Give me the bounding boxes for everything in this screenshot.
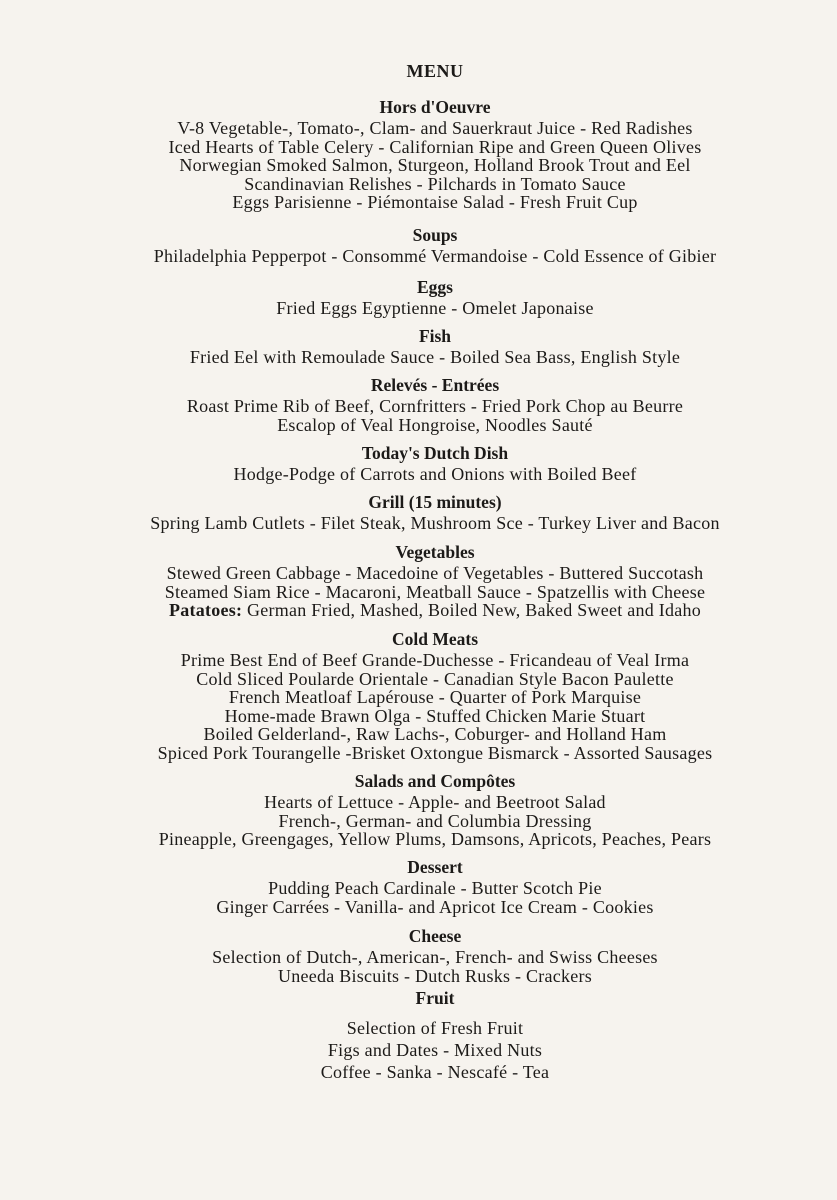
menu-item-line: Prime Best End of Beef Grande-Duchesse - Fricandeau of Veal Irma <box>180 650 690 670</box>
menu-section <box>0 277 837 318</box>
menu-item-line: Uneeda Biscuits - Dutch Rusks - Crackers <box>278 965 592 986</box>
menu-section <box>0 542 837 620</box>
section-heading: Hors d'Oeuvre <box>379 97 491 117</box>
menu-item-line: Eggs Parisienne - Piémontaise Salad - Fresh Fruit Cup <box>232 192 638 212</box>
menu-section <box>0 492 837 533</box>
menu-item-line: Steamed Siam Rice - Macaroni, Meatball Sauce - Spatzellis with Cheese <box>164 581 706 602</box>
menu-item-line: Roast Prime Rib of Beef, Cornfritters - Fried Pork Chop au Beurre <box>186 396 684 416</box>
menu-item-line: Fried Eggs Egyptienne - Omelet Japonaise <box>276 298 594 318</box>
menu-item-line: French Meatloaf Lapérouse - Quarter of Pork Marquise <box>228 687 642 707</box>
menu-item-line: Selection of Fresh Fruit <box>346 1018 524 1038</box>
menu-item-line <box>0 601 837 620</box>
menu-section <box>0 857 837 916</box>
menu-item-line: Coffee - Sanka - Nescafé - Tea <box>320 1062 550 1082</box>
section-heading: Relevés - Entrées <box>370 375 500 395</box>
menu-section <box>0 926 837 985</box>
section-heading: Vegetables <box>395 542 475 562</box>
menu-item-line: Figs and Dates - Mixed Nuts <box>327 1040 543 1060</box>
section-heading: Dessert <box>407 857 463 877</box>
menu-item-line: Pudding Peach Cardinale - Butter Scotch Pie <box>268 878 602 898</box>
section-heading: Salads and Compôtes <box>354 771 516 791</box>
menu-section <box>0 225 837 266</box>
section-heading: Grill (15 minutes) <box>368 492 502 512</box>
section-heading: Cheese <box>408 926 462 946</box>
menu-item-line: Spring Lamb Cutlets - Filet Steak, Mushroom Sce - Turkey Liver and Bacon <box>150 513 720 533</box>
menu-item-line: V-8 Vegetable-, Tomato-, Clam- and Sauerkraut Juice - Red Radishes <box>177 118 693 138</box>
menu-item-line: Escalop of Veal Hongroise, Noodles Sauté <box>277 414 593 435</box>
menu-item-line: Boiled Gelderland-, Raw Lachs-, Coburger- and Holland Ham <box>203 724 667 744</box>
menu-item-line: French-, German- and Columbia Dressing <box>278 810 592 831</box>
menu-item-line: Fried Eel with Remoulade Sauce - Boiled Sea Bass, English Style <box>189 347 681 367</box>
menu-item-line: Stewed Green Cabbage - Macedoine of Vegetables - Buttered Succotash <box>166 563 704 583</box>
menu-item-line: Home-made Brawn Olga - Stuffed Chicken Marie Stuart <box>224 705 646 726</box>
section-heading: Eggs <box>417 277 453 297</box>
section-heading: Cold Meats <box>391 629 479 649</box>
section-heading: Soups <box>412 225 458 245</box>
menu-section <box>0 771 837 849</box>
menu-item-line: Hearts of Lettuce - Apple- and Beetroot Salad <box>264 792 606 812</box>
line-label: Patatoes: <box>169 600 243 620</box>
menu-item-line: Selection of Dutch-, American-, French- and Swiss Cheeses <box>212 947 658 967</box>
menu-section <box>0 988 837 1083</box>
menu-section <box>0 375 837 434</box>
menu-section <box>0 97 837 212</box>
menu-section <box>0 629 837 762</box>
menu-item-line: Scandinavian Relishes - Pilchards in Tomato Sauce <box>244 173 626 194</box>
menu-item-line: Spiced Pork Tourangelle -Brisket Oxtongue Bismarck - Assorted Sausages <box>157 742 713 763</box>
line-text: German Fried, Mashed, Boiled New, Baked Sweet and Idaho <box>242 600 701 620</box>
menu-item-line: Cold Sliced Poularde Orientale - Canadian Style Bacon Paulette <box>196 668 674 689</box>
menu-item-line: Hodge-Podge of Carrots and Onions with Boiled Beef <box>233 464 637 484</box>
menu-item-line: Pineapple, Greengages, Yellow Plums, Damsons, Apricots, Peaches, Pears <box>158 829 712 849</box>
section-heading: Fish <box>418 326 452 346</box>
menu-title: MENU <box>406 61 464 81</box>
menu-item-line: Norwegian Smoked Salmon, Sturgeon, Holland Brook Trout and Eel <box>179 155 691 175</box>
section-heading: Today's Dutch Dish <box>361 443 509 463</box>
menu-item-line: Philadelphia Pepperpot - Consommé Vermandoise - Cold Essence of Gibier <box>153 246 717 266</box>
menu-section <box>0 443 837 484</box>
section-heading: Fruit <box>415 988 455 1008</box>
menu-item-line: Iced Hearts of Table Celery - Californian Ripe and Green Queen Olives <box>168 136 702 157</box>
menu-section <box>0 326 837 367</box>
menu-item-line: Ginger Carrées - Vanilla- and Apricot Ice Cream - Cookies <box>216 896 654 917</box>
